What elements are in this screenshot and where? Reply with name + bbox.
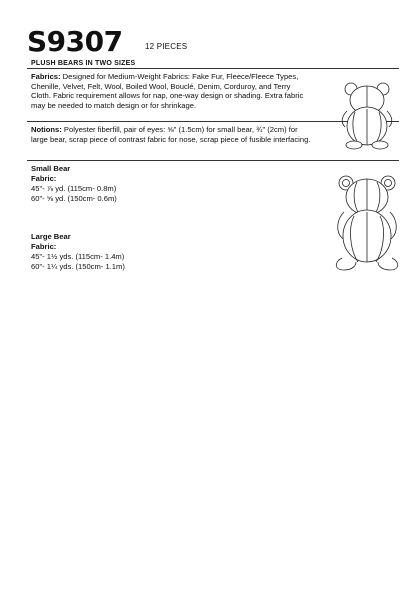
- small-bear-yardage-45: 45"- ⅞ yd. (115cm- 0.8m): [31, 184, 117, 193]
- large-bear-section: [31, 232, 125, 272]
- small-bear-section: [31, 164, 117, 204]
- bear-front-view-icon: [326, 172, 412, 272]
- large-bear-fabric-label: Fabric:: [31, 242, 57, 251]
- bear-back-view-icon: [333, 79, 405, 151]
- small-bear-fabric-label: Fabric:: [31, 174, 57, 183]
- pattern-number: S9307: [27, 25, 123, 58]
- divider: [27, 160, 399, 161]
- fabrics-section: [31, 72, 311, 111]
- piece-count: 12 PIECES: [145, 42, 188, 51]
- fabrics-label: Fabrics:: [31, 72, 61, 81]
- small-bear-yardage-60: 60"- ⅝ yd. (150cm- 0.6m): [31, 194, 117, 203]
- divider: [27, 68, 399, 69]
- header: [27, 25, 399, 58]
- large-bear-yardage-45: 45"- 1½ yds. (115cm- 1.4m): [31, 252, 125, 261]
- notions-section: [31, 125, 311, 144]
- notions-text: Polyester fiberfill, pair of eyes: ⅝" (1.5cm) for small bear, ¾" (2cm) for large bear, scrap piece of contrast fabric for nose, scrap piece of fusible interfacing.: [31, 125, 311, 144]
- pattern-subtitle: PLUSH BEARS IN TWO SIZES: [31, 60, 136, 67]
- large-bear-title: Large Bear: [31, 232, 71, 241]
- fabrics-text: Designed for Medium-Weight Fabrics: Fake Fur, Fleece/Fleece Types, Chenille, Velvet, Felt, Wool, Boiled Wool, Bouclé, Denim, Corduroy, and Terry Cloth. Fabric requirement allows for nap, one-way design or shading. Extra fabric may be needed to match design or for shrinkage.: [31, 72, 304, 111]
- large-bear-yardage-60: 60"- 1¼ yds. (150cm- 1.1m): [31, 262, 125, 271]
- notions-label: Notions:: [31, 125, 62, 134]
- small-bear-title: Small Bear: [31, 164, 71, 173]
